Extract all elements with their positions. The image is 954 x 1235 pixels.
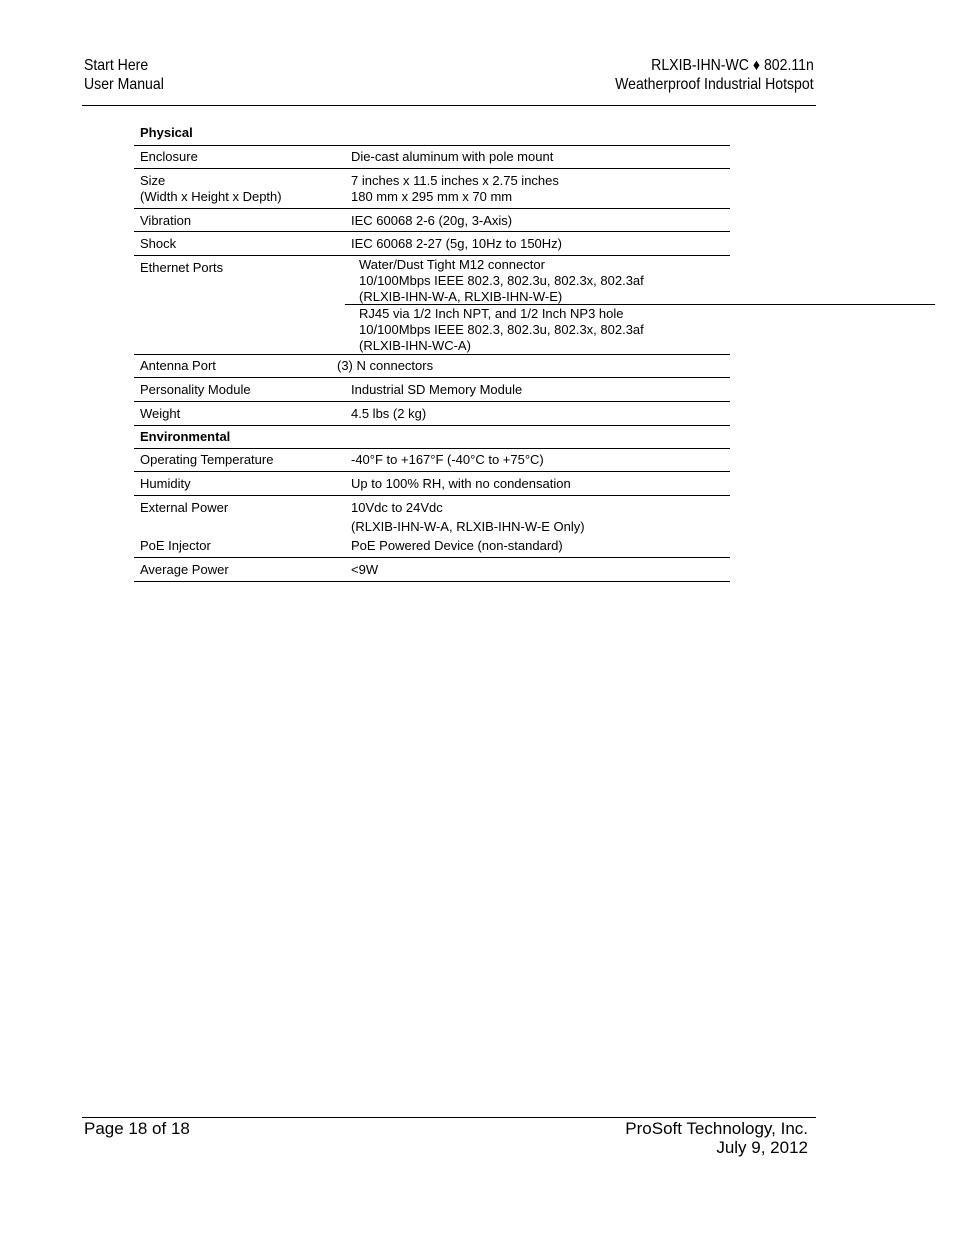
section-title: Physical (140, 125, 193, 140)
ethernet-option-divider (345, 304, 935, 305)
ethernet-option-m12-models: (RLXIB-IHN-W-A, RLXIB-IHN-W-E) (359, 289, 563, 304)
spec-value-voltage: 10Vdc to 24Vdc (351, 500, 443, 515)
spec-label: Antenna Port (140, 358, 216, 373)
spec-label: Operating Temperature (140, 452, 274, 467)
company-name: ProSoft Technology, Inc. (625, 1119, 808, 1138)
spec-label: Average Power (140, 562, 229, 577)
spec-value-metric: 180 mm x 295 mm x 70 mm (351, 189, 513, 204)
spec-row-vibration (134, 209, 730, 232)
spec-value: Up to 100% RH, with no condensation (351, 476, 571, 491)
spec-label: Vibration (140, 213, 192, 228)
spec-table (0, 0, 954, 600)
ethernet-option-rj45-standards: 10/100Mbps IEEE 802.3, 802.3u, 802.3x, 802.3af (359, 322, 644, 337)
spec-label: Personality Module (140, 382, 251, 397)
spec-label-note: (Width x Height x Depth) (140, 189, 282, 204)
spec-label: Weight (140, 406, 181, 421)
spec-value: -40°F to +167°F (-40°C to +75°C) (351, 452, 544, 467)
spec-row-weight (134, 402, 730, 426)
section-physical (134, 122, 730, 146)
spec-value: <9W (351, 562, 379, 577)
spec-row-antenna-port (134, 355, 730, 378)
spec-row-shock (134, 232, 730, 256)
header-product-model: RLXIB-IHN-WC ♦ 802.11n (651, 57, 814, 74)
spec-value-imperial: 7 inches x 11.5 inches x 2.75 inches (351, 173, 559, 188)
publish-date: July 9, 2012 (716, 1138, 808, 1157)
spec-label: Size (140, 173, 166, 188)
header-product-name: Weatherproof Industrial Hotspot (615, 76, 814, 93)
spec-label-external-power: External Power (140, 500, 229, 515)
spec-value-voltage-models: (RLXIB-IHN-W-A, RLXIB-IHN-W-E Only) (351, 519, 585, 534)
spec-row-size (134, 169, 730, 209)
spec-label: Shock (140, 236, 177, 251)
spec-value: IEC 60068 2-6 (20g, 3-Axis) (351, 213, 513, 228)
spec-value: Die-cast aluminum with pole mount (351, 149, 554, 164)
spec-value: (3) N connectors (337, 358, 434, 373)
spec-label: Enclosure (140, 149, 198, 164)
ethernet-option-m12-standards: 10/100Mbps IEEE 802.3, 802.3u, 802.3x, 802.3af (359, 273, 644, 288)
header-doc-subtype: User Manual (84, 76, 164, 93)
spec-row-operating-temperature (134, 449, 730, 472)
section-title: Environmental (140, 429, 231, 444)
spec-row-power (134, 496, 730, 558)
spec-value-poe: PoE Powered Device (non-standard) (351, 538, 563, 553)
page-number: Page 18 of 18 (84, 1119, 190, 1138)
spec-value: IEC 60068 2-27 (5g, 10Hz to 150Hz) (351, 236, 563, 251)
spec-label: Humidity (140, 476, 191, 491)
spec-row-enclosure (134, 146, 730, 169)
spec-value: 4.5 lbs (2 kg) (351, 406, 427, 421)
spec-label: Ethernet Ports (140, 260, 224, 275)
spec-value: Industrial SD Memory Module (351, 382, 523, 397)
spec-label-poe-injector: PoE Injector (140, 538, 211, 553)
spec-row-humidity (134, 472, 730, 496)
spec-row-ethernet-ports (134, 256, 730, 355)
ethernet-option-m12-connector: Water/Dust Tight M12 connector (359, 257, 545, 272)
header-doc-type: Start Here (84, 57, 149, 74)
spec-row-personality-module (134, 378, 730, 402)
ethernet-option-rj45-connector: RJ45 via 1/2 Inch NPT, and 1/2 Inch NP3 hole (359, 306, 624, 321)
spec-row-average-power (134, 558, 730, 582)
section-environmental (134, 426, 730, 449)
ethernet-option-rj45-models: (RLXIB-IHN-WC-A) (359, 338, 471, 353)
footer-divider (82, 1117, 816, 1118)
